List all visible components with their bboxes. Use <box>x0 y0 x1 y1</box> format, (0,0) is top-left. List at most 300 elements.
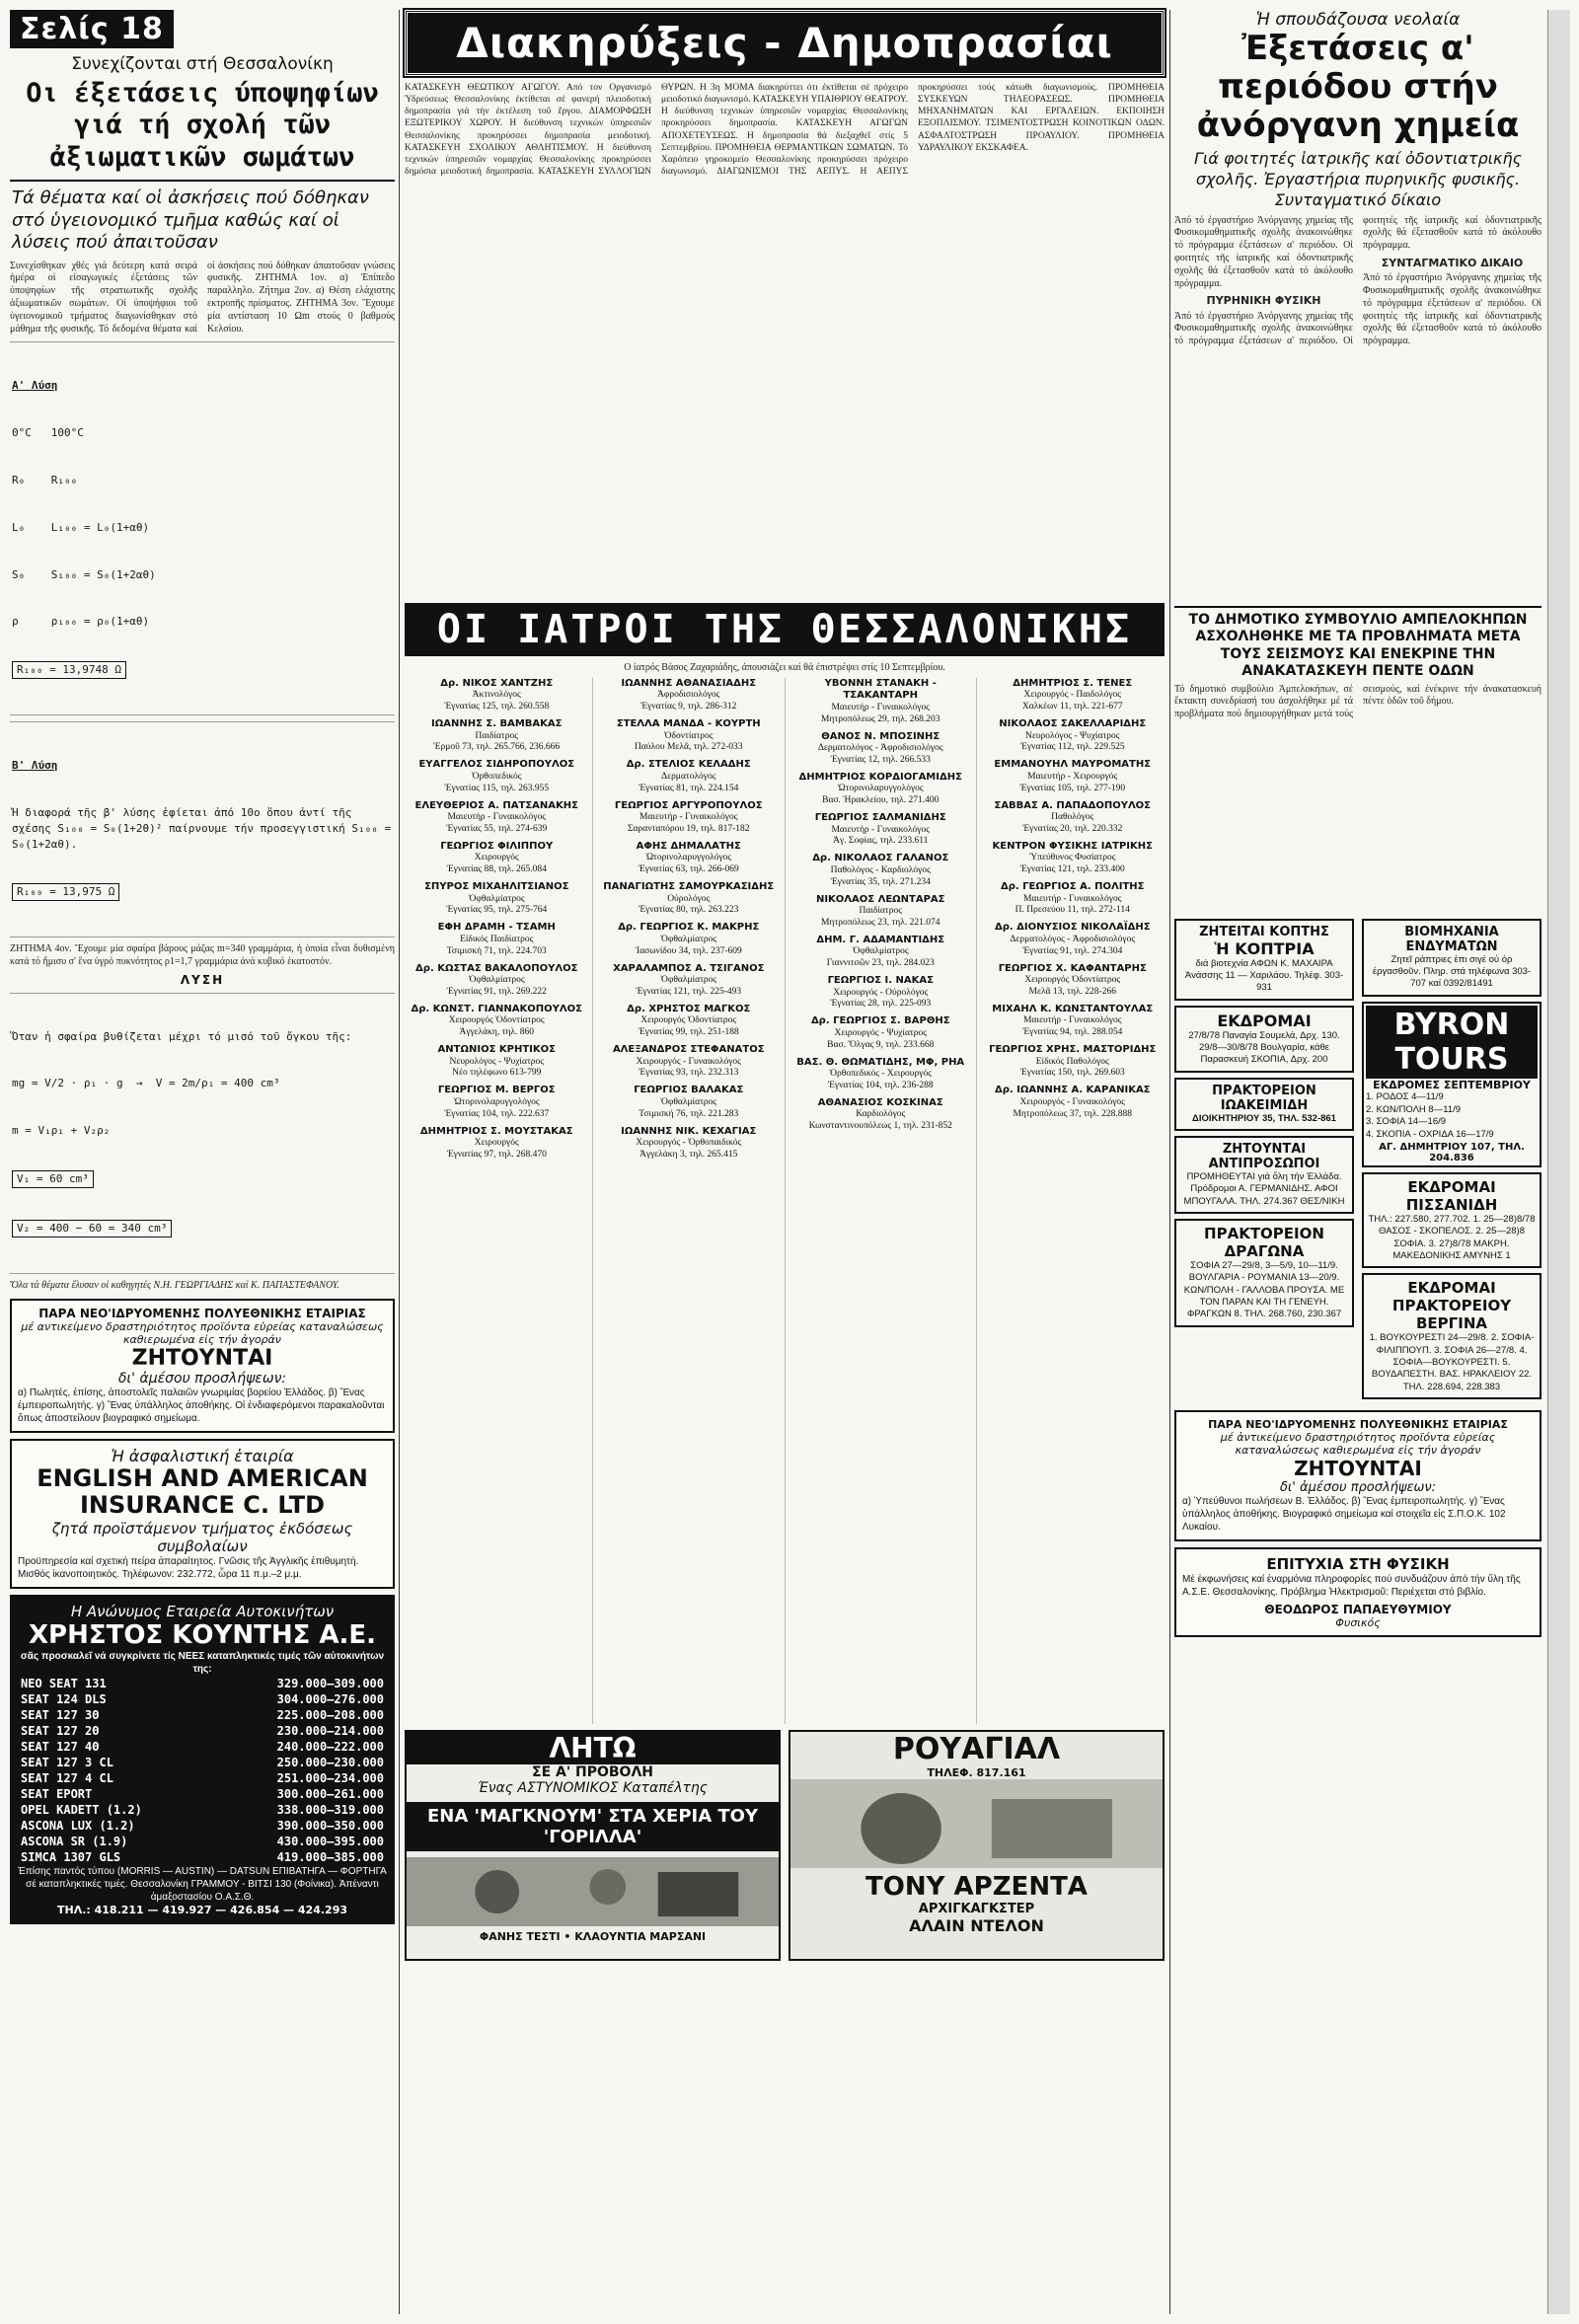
doctor-spec: Ὠτορινολαρυγγολόγος <box>645 853 732 863</box>
doctor-addr: Ἐγνατίας 91, τηλ. 274.304 <box>1022 945 1123 956</box>
doctor-name: ΓΕΩΡΓΙΟΣ ΒΑΛΑΚΑΣ <box>634 1085 744 1096</box>
doctor-listing <box>405 678 589 713</box>
doctor-spec: Μαιευτήρ - Γυναικολόγος <box>831 824 931 835</box>
doctor-name: ΑΘΑΝΑΣΙΟΣ ΚΟΣΚΙΝΑΣ <box>817 1096 943 1108</box>
doctor-listing <box>405 1126 589 1162</box>
doctor-listing <box>789 935 973 970</box>
car-price: 304.000—276.000 <box>276 1691 384 1706</box>
right-headline: Ἐξετάσεις α' περιόδου στήν ἀνόργανη χημεία <box>1196 29 1520 146</box>
doctor-name: ΕΦΗ ΔΡΑΜΗ - ΤΣΑΜΗ <box>437 922 556 934</box>
doctor-listing <box>405 800 589 836</box>
doctor-spec: Ἀκτινολόγος <box>472 690 521 701</box>
doctor-addr: Βασ. Ὄλγας 9, τηλ. 233.668 <box>827 1039 935 1050</box>
adjacent-page-edge <box>1547 10 1570 2314</box>
doctor-name: ΔΗΜΗΤΡΙΟΣ ΚΟΡΔΙΟΓΑΜΙΔΗΣ <box>798 771 962 783</box>
doctor-addr: Κωνσταντινουπόλεως 1, τηλ. 231-852 <box>808 1121 952 1132</box>
car-model: SEAT 127 4Θ <box>21 1739 100 1754</box>
doctor-name: Δρ. ΝΙΚΟΛΑΟΣ ΓΑΛΑΝΟΣ <box>812 853 949 864</box>
doctor-addr: Ἐγνατίας 115, τηλ. 263.955 <box>444 783 550 793</box>
car-model: SEAT EPORT <box>21 1786 93 1801</box>
car-price: 419.000—385.000 <box>276 1849 384 1864</box>
insurance-kicker: Ἡ ἀσφαλιστική ἑταιρία <box>111 1446 294 1465</box>
doctor-name: ΓΕΩΡΓΙΟΣ ΑΡΓΥΡΟΠΟΥΛΟΣ <box>614 799 763 811</box>
doctor-addr: Ἀγγελάκη, τηλ. 860 <box>459 1027 535 1038</box>
doctor-listing <box>597 881 782 917</box>
doctor-spec: Ὀφθαλμίατρος <box>468 975 525 986</box>
ad-pissanidi-body: ΤΗΛ.: 227.580, 277.702. 1. 25—28)8/78 ΘΑΣΟΣ - ΣΚΟΠΕΛΟΣ. 2. 25—28)8 ΣΟΦΙΑ. 3. 27)8/78 ΜΑΚΡΗ. ΜΑΚΕΔΟΝΙΚΗΣ ΑΜΥΝΗΣ 1 <box>1368 1213 1536 1261</box>
doctor-name: ΓΕΩΡΓΙΟΣ ΣΑΛΜΑΝΙΔΗΣ <box>814 812 946 824</box>
doctor-name: ΓΕΩΡΓΙΟΣ Χ. ΚΑΦΑΝΤΑΡΗΣ <box>998 962 1147 974</box>
doctor-spec: Ὀφθαλμίατρος <box>660 1096 717 1107</box>
doctor-name: ΝΙΚΟΛΑΟΣ ΛΕΩΝΤΑΡΑΣ <box>815 893 945 905</box>
doctor-spec: Ὠτορινολαρυγγολόγος <box>453 1096 540 1107</box>
movie-line3: ΕΝΑ 'ΜΑΓΚΝΟΥΜ' ΣΤΑ ΧΕΡΙΑ ΤΟΥ 'ΓΟΡΙΛΛΑ' <box>407 1802 779 1851</box>
ad-ekdromai-body: 27/8/78 Παναγία Σουμελά, Δρχ. 130. 29/8—30/8/78 Βουλγαρία, κάθε Παρασκευή ΣΚΟΠΙΑ, Δρχ. 200 <box>1188 1029 1340 1066</box>
doctor-name: ΚΕΝΤΡΟΝ ΦΥΣΙΚΗΣ ΙΑΤΡΙΚΗΣ <box>992 840 1153 852</box>
solution-b-label: Β' Λύση <box>12 758 58 772</box>
doctor-name: ΕΜΜΑΝΟΥΗΛ ΜΑΥΡΟΜΑΤΗΣ <box>994 759 1152 771</box>
solution-a-result: R₁₀₀ = 13,9748 Ω <box>12 661 126 679</box>
ad-ioakeimidi <box>1174 1078 1354 1131</box>
doctor-name: ΣΤΕΛΛΑ ΜΑΝΔΑ - ΚΟΥΡΤΗ <box>616 718 761 730</box>
ad-kopria-heading: ΖΗΤΕΙΤΑΙ ΚΟΠΤΗΣ <box>1199 924 1329 939</box>
solution-label: ΛΥΣΗ <box>180 972 225 987</box>
doctor-spec: Ὀφθαλμίατρος <box>468 893 525 904</box>
left-intro: Συνεχίσθηκαν χθές γιά δεύτερη κατά σειρά ἡμέρα οἱ εἰσαγωγικές ἐξετάσεις τῶν ὑποψηφίων τῆς στρατιωτικῆς σχολῆς ἀξιωματικῶν σωμάτων. Οἱ ὑποψήφιοι τοῦ ὑγειονομικοῦ τμήματος διαγωνίσθηκαν στό μάθημα τῆς φυσικῆς. Τό δεδομένα θέματα καί οἱ ἀσκήσεις πού δόθηκαν ἀπαιτοῦσαν γνώσεις φυσικῆς. ΖΗΤΗΜΑ 1ον. α) Ἐπίπεδο παραλληλο. Ζήτημα 2ον. α) Θέση ελάχιστης εκτροπῆς πρίσματος. ΖΗΤΗΜΑ 3ον. Ἔχουμε μία αντίσταση 10 Ωm στούς 0 βαθμούς Κελσίου. <box>10 260 395 335</box>
doctor-spec: Χειρουργός - Ψυχίατρος <box>834 1027 927 1038</box>
doctor-name: ΓΕΩΡΓΙΟΣ ΦΙΛΙΠΠΟΥ <box>440 840 554 852</box>
page-number: Σελίς 18 <box>10 10 174 48</box>
column-divider <box>399 10 400 2314</box>
ad-dragona-body: ΣΟΦΙΑ 27—29/8, 3—5/9, 10—11/9. ΒΟΥΛΓΑΡΙΑ - ΡΟΥΜΑΝΙΑ 13—20/9. ΚΩΝ/ΠΟΛΗ - ΓΑΛΛΟΒΑ ΠΡΟΥΣΑ. ΜΕ ΤΟΝ ΠΑΡΑΝ ΚΑΙ ΤΗ ΓΕΝΕΥΗ. ΦΡΑΓΚΩΝ 8. ΤΗΛ. 268.760, 230.367 <box>1183 1260 1345 1320</box>
solution-a-line: L₀ L₁₀₀ = L₀(1+αθ) <box>12 520 150 534</box>
doctor-listing <box>597 1126 782 1162</box>
jobs-ad-subtitle: μέ αντικείμενο δραστηριότητος προϊόντα εὑρείας καταναλώσεως καθιερωμένα εἰς τήν ἀγοράν <box>21 1319 384 1346</box>
column-divider <box>1169 10 1170 2314</box>
movie2-phone: ΤΗΛΕΦ. 817.161 <box>927 1765 1026 1779</box>
ad-clothing <box>1362 919 1541 997</box>
left-kicker: Συνεχίζονται στή Θεσσαλονίκη <box>71 54 334 74</box>
doctor-spec: Καρδιολόγος <box>856 1109 906 1120</box>
jobs-ad-right-subtitle: μέ ἀντικείμενο δραστηριότητος προϊόντα εὑρείας καταναλώσεως καθιερωμένα εἰς τήν ἀγοράν <box>1220 1431 1496 1458</box>
movie-line1: ΣΕ Α' ΠΡΟΒΟΛΗ <box>532 1763 653 1780</box>
ad-clothing-body: Ζητεῖ ράπτριες ἐπι σιγέ οὐ ὁρ ἐργασθοῦν. Πληρ. στά τηλέφωνα 303-707 καί 0392/81491 <box>1372 953 1532 990</box>
doctor-name: ΣΑΒΒΑΣ Α. ΠΑΠΑΔΟΠΟΥΛΟΣ <box>994 799 1152 811</box>
doctor-directory <box>405 678 1165 1724</box>
doctor-spec: Μαιευτήρ - Γυναικολόγος <box>1022 893 1122 904</box>
left-deck: Τά θέματα καί οἱ ἀσκήσεις πού δόθηκαν στό ὑγειονομικό τμῆμα καθώς καί οἱ λύσεις πού ἀπαιτοῦσαν <box>12 187 369 254</box>
byron-list-item: 3. ΣΟΦΙΑ 14—16/9 <box>1366 1116 1447 1128</box>
doctor-name: ΠΑΝΑΓΙΩΤΗΣ ΣΑΜΟΥΡΚΑΣΙΔΗΣ <box>603 881 775 893</box>
doctor-name: ΜΙΧΑΗΛ Κ. ΚΩΝΣΤΑΝΤΟΥΛΑΣ <box>992 1003 1154 1014</box>
doctor-name: ΒΑΣ. Θ. ΘΩΜΑΤΙΔΗΣ, ΜΦ, PHA <box>796 1056 965 1068</box>
movie-ad-leto <box>405 1730 781 1961</box>
doctor-listing <box>405 881 589 917</box>
doctor-listing <box>597 922 782 957</box>
doctor-spec: Παθολόγος <box>1051 812 1094 823</box>
doctor-spec: Μαιευτήρ - Χειρουργός <box>1027 771 1118 782</box>
jobs-ad-right-title: ΠΑΡΑ ΝΕΟ'ΙΔΡΥΟΜΕΝΗΣ ΠΟΛΥΕΘΝΙΚΗΣ ΕΤΑΙΡΙΑΣ <box>1208 1418 1508 1432</box>
doctor-addr: Ἀγ. Σοφίας, τηλ. 233.611 <box>833 836 929 847</box>
doctor-addr: Ἐγνατίας 94, τηλ. 288.054 <box>1022 1027 1123 1038</box>
solution-line: m = V₁ρ₁ + V₂ρ₂ <box>12 1124 111 1138</box>
byron-list-item: 2. ΚΩΝ/ΠΟΛΗ 8—11/9 <box>1366 1103 1461 1115</box>
car-ad <box>10 1595 395 1924</box>
jobs-ad-right <box>1174 1410 1541 1541</box>
doctor-addr: Ἐγνατίας 121, τηλ. 225-493 <box>636 986 742 997</box>
doctor-addr: Τσιμισκή 71, τηλ. 224.703 <box>446 945 547 956</box>
doctor-addr: Ἑρμοῦ 73, τηλ. 265.766, 236.666 <box>433 742 561 753</box>
doctor-name: ΔΗΜΗΤΡΙΟΣ Σ. ΤΕΝΕΣ <box>1013 677 1133 689</box>
movie2-star: ΤΟΝΥ ΑΡΖΕΝΤΑ <box>865 1871 1088 1902</box>
doctor-name: ΔΗΜ. Γ. ΑΔΑΜΑΝΤΙΔΗΣ <box>816 934 945 945</box>
doctor-addr: Ἐγνατίας 20, τηλ. 220.332 <box>1022 823 1123 834</box>
ampelokipoi-body <box>1174 684 1541 911</box>
doctor-spec: Ὀδοντίατρος <box>664 730 714 741</box>
ad-vergina-heading: ΕΚΔΡΟΜΑΙ ΠΡΑΚΤΟΡΕΙΟΥ ΒΕΡΓΙΝΑ <box>1391 1279 1512 1333</box>
doctor-listing <box>789 1097 973 1133</box>
ad-ioakeimidi-heading: ΠΡΑΚΤΟΡΕΙΟΝ ΙΩΑΚΕΙΜΙΔΗ <box>1212 1083 1316 1113</box>
jobs-ad-right-sub2: δι' ἀμέσου προσλήψεων: <box>1279 1480 1437 1496</box>
car-ad-line: σᾶς προσκαλεῖ νά συγκρίνετε τίς ΝΕΕΣ καταπληκτικές τιμές τῶν αὐτοκινήτων της: <box>20 1650 385 1675</box>
car-price: 430.000—395.000 <box>276 1834 384 1848</box>
insurance-name: ENGLISH AND AMERICAN INSURANCE C. LTD <box>37 1463 368 1520</box>
jobs-ad-title: ΠΑΡΑ ΝΕΟ'ΙΔΡΥΟΜΕΝΗΣ ΠΟΛΥΕΘΝΙΚΗΣ ΕΤΑΙΡΙΑΣ <box>38 1306 366 1320</box>
doctor-addr: Ἐγνατίας 12, τηλ. 266.533 <box>830 754 931 765</box>
doctor-spec: Μαιευτήρ - Γυναικολόγος <box>831 702 931 712</box>
ad-pissanidi <box>1362 1172 1541 1268</box>
car-price-row <box>18 1691 387 1707</box>
right-body <box>1174 215 1541 600</box>
movie2-title: ΡΟΥΑΓΙΑΛ <box>892 1731 1061 1766</box>
car-price-row <box>18 1786 387 1802</box>
doctor-addr: Ἐγνατίας 63, τηλ. 266-069 <box>638 864 739 875</box>
doctor-listing <box>789 678 973 726</box>
doctor-spec: Εἰδικός Παιδίατρος <box>460 934 534 944</box>
doctor-addr: Μητροπόλεως 23, τηλ. 221.074 <box>820 917 940 928</box>
car-price-row <box>18 1770 387 1786</box>
doctor-listing <box>981 718 1165 754</box>
solution-a-line: ρ ρ₁₀₀ = ρ₀(1+αθ) <box>12 615 150 629</box>
solution-a-line: 0°C 100°C <box>12 426 84 440</box>
solution-b-text: Ἡ διαφορά τῆς β' λύσης ἐφίεται ἀπό 10ο ὅπου ἀντί τῆς σχέσης S₁₀₀ = S₀(1+2θ)² παίρνουμε τήν προσεγγιστική S₁₀₀ = S₀(1+2αθ). <box>12 805 398 851</box>
doctor-name: ΧΑΡΑΛΑΜΠΟΣ Α. ΤΣΙΓΑΝΟΣ <box>613 962 765 974</box>
doctor-listing <box>789 894 973 930</box>
doctor-spec: Δερματολόγος - Ἀφροδισιολόγος <box>817 743 943 754</box>
right-body-text: Ἀπό τό ἐργαστήριο Ἀνόργανης χημείας τῆς Φυσικομαθηματικῆς σχολῆς ἀνακοινώθηκε τό πρόγραμμα ἐξετάσεων α' περιόδου. Οἱ φοιτητές τῆς ἰατρικῆς καί ὀδοντιατρικῆς σχολῆς θά ἐξετασθοῦν κατά τό ἀκόλουθο πρόγραμμα. <box>1174 214 1541 347</box>
doctor-listing <box>981 922 1165 957</box>
ad-dragona <box>1174 1219 1354 1327</box>
doctor-listing <box>981 1004 1165 1039</box>
doctor-spec: Μαιευτήρ - Γυναικολόγος <box>1022 1015 1122 1026</box>
left-column <box>10 10 398 2314</box>
doctor-listing <box>981 1044 1165 1080</box>
doctor-name: ΘΑΝΟΣ Ν. ΜΠΟΣΙΝΗΣ <box>821 730 940 742</box>
ad-antiproswpoi-body: ΠΡΟΜΗΘΕΥΤΑΙ γιά ὅλη τήν Ἑλλάδα. Πρόδρομοι Α. ΓΕΡΜΑΝΙΔΗΣ. ΑΦΟΙ ΜΠΟΥΓΑΛΑ. ΤΗΛ. 274.367 ΘΕΣ/ΝΙΚΗ <box>1183 1171 1345 1207</box>
doctor-listing <box>981 881 1165 917</box>
physics-ad <box>1174 1547 1541 1637</box>
byron-list-item: 4. ΣΚΟΠΙΑ - ΟΧΡΙΔΑ 16—17/9 <box>1366 1129 1494 1141</box>
doctor-listing <box>789 812 973 848</box>
doctor-addr: Ἰασωνίδου 34, τηλ. 237-609 <box>635 945 742 956</box>
doctor-addr: Βασ. Ἡρακλείου, τηλ. 271.400 <box>822 795 940 806</box>
doctor-name: Δρ. ΣΤΕΛΙΟΣ ΚΕΛΑΔΗΣ <box>626 759 751 771</box>
doctor-spec: Ὀρθοπεδικός - Χειρουργός <box>829 1069 932 1080</box>
ad-clothing-heading: ΒΙΟΜΗΧΑΝΙΑ ΕΝΔΥΜΑΤΩΝ <box>1404 924 1499 954</box>
physics-ad-author-sub: Φυσικός <box>1335 1616 1381 1630</box>
car-price-row <box>18 1802 387 1818</box>
doctor-addr: Μελᾶ 13, τηλ. 228-266 <box>1028 986 1116 997</box>
car-price-row <box>18 1849 387 1865</box>
doctor-spec: Χειρουργός Ὀδοντίατρος <box>448 1015 545 1026</box>
car-price-row <box>18 1755 387 1770</box>
doctor-name: Δρ. ΚΩΣΤΑΣ ΒΑΚΑΛΟΠΟΥΛΟΣ <box>415 962 578 974</box>
doctor-name: ΔΗΜΗΤΡΙΟΣ Σ. ΜΟΥΣΤΑΚΑΣ <box>419 1125 573 1137</box>
movie-line2: Ένας ΑΣΤΥΝΟΜΙΚΟΣ Καταπέλτης <box>477 1779 709 1796</box>
doctor-listing <box>597 1044 782 1080</box>
doctor-addr: Παύλου Μελᾶ, τηλ. 272-033 <box>634 742 743 753</box>
doctor-listing <box>789 1057 973 1092</box>
doctor-name: ΙΩΑΝΝΗΣ ΝΙΚ. ΚΕΧΑΓΙΑΣ <box>621 1125 757 1137</box>
right-kicker: Ἡ σπουδάζουσα νεολαία <box>1255 10 1461 30</box>
doctor-listing <box>597 1004 782 1039</box>
jobs-ad-right-headline: ΖΗΤΟΥΝΤΑΙ <box>1294 1457 1422 1481</box>
insurance-body: Προϋπηρεσία καί σχετική πείρα ἀπαραίτητος. Γνῶσις τῆς Ἀγγλικῆς ἐπιθυμητή. Μισθός ἱκανοποιητικός. Τηλέφωνον: 232.772, ὧρα 11 π.μ.–2 μ.μ. <box>18 1555 359 1580</box>
byron-list-item: 1. ΡΟΔΟΣ 4—11/9 <box>1366 1090 1444 1102</box>
doctor-listing <box>981 1085 1165 1120</box>
ad-vergina <box>1362 1273 1541 1399</box>
solution-a-box <box>10 341 395 715</box>
right-column <box>1174 10 1541 2314</box>
right-body-text: Ἀπό τό ἐργαστήριο Ἀνόργανης χημείας τῆς Φυσικομαθηματικῆς σχολῆς ἀνακοινώθηκε τό πρόγραμμα ἐξετάσεων α' περιόδου. Οἱ φοιτητές τῆς ἰατρικῆς καί ὀδοντιατρικῆς σχολῆς θά ἐξετασθοῦν κατά τό ἀκόλουθο πρόγραμμα. <box>1363 272 1541 347</box>
subhead-constitutional-law: ΣΥΝΤΑΓΜΑΤΙΚΟ ΔΙΚΑΙΟ <box>1381 257 1524 270</box>
solution-a-line: S₀ S₁₀₀ = S₀(1+2αθ) <box>12 567 156 581</box>
car-model: ASCONA LUX (1.2) <box>21 1818 135 1833</box>
doctor-spec: Παθολόγος - Καρδιολόγος <box>830 864 931 875</box>
doctor-listing <box>597 800 782 836</box>
doctor-spec: Χειρουργός - Παιδολόγος <box>1023 690 1122 701</box>
car-model: SEAT 127 3Θ <box>21 1707 100 1722</box>
ad-kopria-body: διά βιοτεχνία ΑΦΩΝ Κ. ΜΑΧΑΙΡΑ Ἀνάσσης 11 — Χαριλάου. Τηλέφ. 303-931 <box>1184 957 1344 994</box>
doctor-addr: Σαρανταπόρου 19, τηλ. 817-182 <box>628 823 750 834</box>
car-model: ASCONA SR (1.9) <box>21 1834 128 1848</box>
doctor-spec: Δερματολόγος <box>660 771 716 782</box>
movie-ads-row <box>405 1730 1165 1961</box>
doctor-name: ΙΩΑΝΝΗΣ ΑΘΑΝΑΣΙΑΔΗΣ <box>621 677 757 689</box>
doctor-listing <box>981 759 1165 794</box>
jobs-ad-headline: ΖΗΤΟΥΝΤΑΙ <box>131 1345 273 1371</box>
car-price-row <box>18 1723 387 1739</box>
solution-line: V₂ = 400 − 60 = 340 cm³ <box>12 1220 172 1237</box>
car-model: SEAT 127 3 CL <box>21 1755 113 1769</box>
doctor-name: ΑΝΤΩΝΙΟΣ ΚΡΗΤΙΚΟΣ <box>437 1044 556 1056</box>
doctor-listing <box>405 718 589 754</box>
doctor-spec: Χειρουργός <box>474 1138 519 1149</box>
doctor-addr: Ἐγνατίας 112, τηλ. 229.525 <box>1019 742 1125 753</box>
car-price-row <box>18 1818 387 1834</box>
doctor-addr: Ἐγνατίας 104, τηλ. 222.637 <box>444 1108 550 1119</box>
car-model: SEAT 127 2Θ <box>21 1723 100 1738</box>
car-price: 338.000—319.000 <box>276 1802 384 1817</box>
solution-b-box <box>10 721 398 937</box>
doctor-listing <box>405 963 589 999</box>
doctor-name: Δρ. ΙΩΑΝΝΗΣ Α. ΚΑΡΑΝΙΚΑΣ <box>994 1085 1151 1096</box>
car-price: 250.000—230.000 <box>276 1755 384 1769</box>
car-model: OPEL KADETT (1.2) <box>21 1802 142 1817</box>
car-price: 329.000—309.000 <box>276 1676 384 1690</box>
doctor-name: ΝΙΚΟΛΑΟΣ ΣΑΚΕΛΛΑΡΙΔΗΣ <box>999 718 1147 730</box>
doctor-listing <box>597 1085 782 1120</box>
doctors-intro: Ο ἰατρός Βάσος Ζαχαριάδης, ἀπουσιάζει καί θά ἐπιστρέψει στίς 10 Σεπτεμβρίου. <box>624 662 945 673</box>
doctor-spec: Χειρουργός - Γυναικολόγος <box>636 1056 741 1067</box>
physics-ad-body: Μέ ἐκφωνήσεις καί ἐναρμόνια πληροφορίες πού συνδυάζουν ἀπό τήν ὕλη τῆς Α.Σ.Ε. Θεσσαλονίκης. Πρόβλημα Ἠλεκτρισμοῦ: Περιέχεται στό βιβλίο. <box>1182 1574 1521 1599</box>
doctor-addr: Ἐγνατίας 105, τηλ. 277-190 <box>1019 783 1126 793</box>
movie2-cast: ΑΛΑΙΝ ΝΤΕΛΟΝ <box>909 1915 1044 1935</box>
right-body-text: Ἀπό τό ἐργαστήριο Ἀνόργανης χημείας τῆς Φυσικομαθηματικῆς σχολῆς ἀνακοινώθηκε τό πρόγραμμα ἐξετάσεων α' περιόδου. Οἱ φοιτητές τῆς ἰατρικῆς καί ὀδοντιατρικῆς σχολῆς θά ἐξετασθοῦν κατά τό ἀκόλουθο πρόγραμμα. <box>1174 214 1353 289</box>
doctor-spec: Ὀφθαλμίατρος <box>852 946 909 957</box>
doctor-name: ΙΩΑΝΝΗΣ Σ. ΒΑΜΒΑΚΑΣ <box>431 718 563 730</box>
doctor-addr: Ἐγνατίας 55, τηλ. 274-639 <box>446 823 548 834</box>
jobs-ad-left <box>10 1299 395 1433</box>
byron-addr: ΑΓ. ΔΗΜΗΤΡΙΟΥ 107, ΤΗΛ. 204.836 <box>1379 1141 1525 1163</box>
doctor-name: ΥΒΟΝΝΗ ΣΤΑΝΑΚΗ - ΤΣΑΚΑΝΤΑΡΗ <box>824 677 937 702</box>
doctor-spec: Χειρουργός - Οὐρολόγος <box>833 987 929 998</box>
doctor-addr: Ἀγγελάκη 3, τηλ. 265.415 <box>639 1149 738 1160</box>
doctor-addr: Ἐγνατίας 81, τηλ. 224.154 <box>639 783 739 793</box>
car-ad-phone: ΤΗΛ.: 418.211 — 419.927 — 426.854 — 424.293 <box>56 1903 347 1916</box>
doctor-spec: Παιδίατρος <box>475 730 518 741</box>
doctor-addr: Ἐγνατίας 9, τηλ. 286-312 <box>640 702 737 712</box>
subhead-nuclear-physics: ΠΥΡΗΝΙΚΗ ΦΥΣΙΚΗ <box>1206 294 1321 308</box>
doctor-listing <box>405 922 589 957</box>
doctor-spec: Εἰδικός Παθολόγος <box>1035 1056 1109 1067</box>
ad-vergina-body: 1. ΒΟΥΚΟΥΡΕΣΤΙ 24—29/8. 2. ΣΟΦΙΑ-ΦΙΛΙΠΠΟΥΠ. 3. ΣΟΦΙΑ 26—27/8. 4. ΣΟΦΙΑ—ΒΟΥΚΟΥΡΕΣΤΙ. 5. ΒΟΥΔΑΠΕΣΤΗ. ΒΑΣ. ΗΡΑΚΛΕΙΟΥ 22. ΤΗΛ. 228.694, 228.383 <box>1369 1332 1535 1392</box>
doctor-addr: Ἐγνατίας 121, τηλ. 233.400 <box>1019 864 1125 875</box>
ad-ekdromai <box>1174 1006 1354 1073</box>
solution-a-line: R₀ R₁₀₀ <box>12 473 78 487</box>
car-price: 225.000—208.000 <box>276 1707 384 1722</box>
car-ad-footer: Ἐπίσης παντός τύπου (MORRIS — AUSTIN) — DATSUN ΕΠΙΒΑΤΗΓΑ — ΦΟΡΤΗΓΑ σέ καταπληκτικές τιμές. Θεσσαλονίκη ΓΡΑΜΜΟΥ - ΒΙΤΣΙ 130 (Φοίνικα). Ἀπέναντι ἀμαξοστασίου Ο.Α.Σ.Θ. <box>18 1865 387 1903</box>
physics-ad-heading: ΕΠΙΤΥΧΙΑ ΣΤΗ ΦΥΣΙΚΗ <box>1266 1555 1450 1574</box>
left-headline: Οι έξετάσεις ύποψηφίων γιά τή σχολή τῶν ἀξιωματικῶν σωμάτων <box>10 78 395 182</box>
doctor-spec: Ὀφθαλμίατρος <box>660 934 717 944</box>
notices-text: ΚΑΤΑΣΚΕΥΗ ΘΕΩΤΙΚΟΥ ΑΓΩΓΟΥ. Από τον Οργανισμό Ύδρεύσεως Θεσσαλονίκης ἐκτίθεται σέ φανερή πλειοδοτική δημοπρασία γιά τήν ἐκτέλεση τοῦ ἔργου. ΔΙΑΜΟΡΦΩΣΗ ΕΞΩΤΕΡΙΚΟΥ ΧΩΡΟΥ. Η διεύθυνση τεχνικών ὑπηρεσιῶν Θεσσαλονίκης προκηρύσσει δημοπρασία μειοδοτική. ΚΑΤΑΣΚΕΥΗ ΣΧΟΛΙΚΟΥ ΑΘΛΗΤΙΣΜΟΥ. Η διεύθυνση τεχνικών ὑπηρεσιῶν νομαρχίας Θεσσαλονίκης προκηρύσσει δημόσια μειοδοτική δημοπρασία. ΚΑΤΑΣΚΕΥΗ ΣΥΛΛΟΓΙΩΝ ΘΥΡΩΝ. Η 3η ΜΟΜΑ διακηρύττει ότι ἐκτίθεται σέ πρόχειρο μειοδοτικό διαγωνισμό. ΚΑΤΑΣΚΕΥΗ ΥΠΑΙΘΡΙΟΥ ΘΕΑΤΡΟΥ. Η διεύθυνση τεχνικών ὑπηρεσιῶν νομαρχίας Θεσσαλονίκης προκηρύσσει δημοπρασία. ΚΑΤΑΣΚΕΥΗ ΑΓΩΓΩΝ ΑΠΟΧΕΤΕΥΣΕΩΣ. Η δημοπρασία θά διεξαχθεῖ στίς 5 Σεπτεμβρίου. ΠΡΟΜΗΘΕΙΑ ΘΕΡΜΑΝΤΙΚΩΝ ΣΩΜΑΤΩΝ. Τό Χαρόπειο γηροκομείο Θεσσαλονίκης προκηρύσσει πρόχειρο διαγωνισμό. ΔΙΑΓΩΝΙΣΜΟΙ ΤΗΣ ΑΕΠΥΣ. Η ΑΕΠΥΣ προκηρύσσει τούς κάτωθι διαγωνισμούς. ΠΡΟΜΗΘΕΙΑ ΣΥΣΚΕΥΩΝ ΤΗΛΕΟΡΑΣΕΩΣ. ΠΡΟΜΗΘΕΙΑ ΜΗΧΑΝΗΜΑΤΩΝ ΚΑΙ ΕΡΓΑΛΕΙΩΝ. ΕΚΠΟΙΗΣΗ ΕΞΟΠΛΙΣΜΟΥ. ΤΣΙΜΕΝΤΟΣΤΡΩΣΗ ΚΟΙΝΟΤΙΚΩΝ ΟΔΩΝ. ΑΣΦΑΛΤΟΣΤΡΩΣΗ ΠΡΟΑΥΛΙΟΥ. ΠΡΟΜΗΘΕΙΑ ΥΔΡΑΥΛΙΚΟΥ ΕΚΣΚΑΦΕΑ. <box>405 83 1165 178</box>
solution-line: V₁ = 60 cm³ <box>12 1170 94 1188</box>
doctor-listing <box>597 963 782 999</box>
doctor-listing <box>405 759 589 794</box>
car-model: SEAT 124 DLS <box>21 1691 107 1706</box>
doctor-name: Δρ. ΓΕΩΡΓΙΟΣ Α. ΠΟΛΙΤΗΣ <box>1001 881 1145 893</box>
car-price: 300.000—261.000 <box>276 1786 384 1801</box>
ad-ioakeimidi-body: ΔΙΟΙΚΗΤΗΡΙΟΥ 35, ΤΗΛ. 532-861 <box>1192 1112 1336 1124</box>
doctor-listing <box>981 963 1165 999</box>
doctor-spec: Ὑπεύθυνος Φυσίατρος <box>1029 853 1116 863</box>
ad-antiproswpoi-heading: ΖΗΤΟΥΝΤΑΙ ΑΝΤΙΠΡΟΣΩΠΟΙ <box>1208 1142 1320 1172</box>
doctor-spec: Ὀφθαλμίατρος <box>660 975 717 986</box>
doctor-addr: Ἐγνατίας 104, τηλ. 236-288 <box>827 1080 934 1090</box>
doctor-addr: Μητροπόλεως 37, τηλ. 228.888 <box>1013 1108 1133 1119</box>
doctor-listing <box>789 853 973 888</box>
ad-kopria-name: Ἡ ΚΟΠΤΡΙΑ <box>1214 938 1315 958</box>
ampelokipoi-headline: ΤΟ ΔΗΜΟΤΙΚΟ ΣΥΜΒΟΥΛΙΟ ΑΜΠΕΛΟΚΗΠΩΝ ΑΣΧΟΛΗΘΗΚΕ ΜΕ ΤΑ ΠΡΟΒΛΗΜΑΤΑ ΜΕΤΑ ΤΟΥΣ ΣΕΙΣΜΟΥΣ ΚΑΙ ΕΝΕΚΡΙΝΕ ΤΗΝ ΑΝΑΚΑΤΑΣΚΕΥΗ ΠΕΝΤΕ ΟΔΩΝ <box>1174 606 1541 681</box>
solution-line: Ὅταν ἡ σφαίρα βυθίζεται μέχρι τό μισό τοῦ ὄγκου τῆς: <box>12 1029 352 1043</box>
doctor-listing <box>405 1085 589 1120</box>
movie-cast: ΦΑΝΗΣ ΤΕΣΤΙ • ΚΛΑΟΥΝΤΙΑ ΜΑΡΣΑΝΙ <box>479 1929 707 1943</box>
car-model: SIMCA 1307 GLS <box>21 1849 121 1864</box>
doctor-name: ΑΛΕΞΑΝΔΡΟΣ ΣΤΕΦΑΝΑΤΟΣ <box>612 1044 765 1056</box>
right-deck: Γιά φοιτητές ἰατρικῆς καί ὀδοντιατρικῆς σχολῆς. Ἐργαστήρια πυρηνικῆς φυσικῆς. Συνταγματικό δίκαιο <box>1194 149 1522 209</box>
doctor-spec: Χειρουργός <box>474 853 519 863</box>
car-price: 230.000—214.000 <box>276 1723 384 1738</box>
byron-list <box>1366 1091 1538 1142</box>
ad-dragona-heading: ΠΡΑΚΤΟΡΕΙΟΝ ΔΡΑΓΩΝΑ <box>1204 1225 1324 1261</box>
doctor-addr: Ἐγνατίας 28, τηλ. 225-093 <box>830 999 932 1010</box>
classifieds-row <box>1174 914 1541 1404</box>
doctor-name: Δρ. ΔΙΟΝΥΣΙΟΣ ΝΙΚΟΛΑΪΔΗΣ <box>994 922 1151 934</box>
doctor-listing <box>597 718 782 754</box>
solution-line: mg = V/2 · ρ₁ · g → V = 2m/ρ₁ = 400 cm³ <box>12 1077 280 1090</box>
movie2-line: ΑΡΧΙΓΚΑΓΚΣΤΕΡ <box>918 1901 1035 1916</box>
doctor-spec: Ὀρθοπεδικός <box>472 771 522 782</box>
movie2-still-image <box>790 1779 1163 1868</box>
problem-4-text: ΖΗΤΗΜΑ 4ον. Ἔχουμε μία σφαίρα βάρους μάζας m=340 γραμμάρια, ἡ ὁποία εἶναι δυθισμένη κατά τό ἥμισυ σ' ἕνα ὑγρό πυκνότητος ρ1=1,7 γραμμάρια ἀνά κυβικό ἑκατοστόν. <box>10 943 395 967</box>
doctor-addr: Ἐγνατίας 150, τηλ. 269.603 <box>1019 1068 1125 1079</box>
movie-still-image <box>407 1857 779 1926</box>
doctor-listing <box>981 800 1165 836</box>
solution-a-label: Α' Λύση <box>12 379 58 393</box>
doctor-spec: Χειρουργός Ὀδοντίατρος <box>640 1015 737 1026</box>
doctor-addr: Νέο τηλέφωνο 613-799 <box>452 1068 542 1079</box>
ad-kopria <box>1174 919 1354 1001</box>
doctor-listing <box>405 1044 589 1080</box>
movie-title: ΛΗΤΩ <box>407 1732 779 1764</box>
doctor-spec: Μαιευτήρ - Γυναικολόγος <box>639 812 738 823</box>
doctor-addr: Ἐγνατίας 125, τηλ. 260.558 <box>444 702 550 712</box>
doctor-addr: Μητροπόλεως 29, τηλ. 268.203 <box>820 713 940 724</box>
doctor-name: Δρ. ΚΩΝΣΤ. ΓΙΑΝΝΑΚΟΠΟΥΛΟΣ <box>411 1003 582 1014</box>
doctor-name: ΓΕΩΡΓΙΟΣ ΧΡΗΣ. ΜΑΣΤΟΡΙΔΗΣ <box>989 1044 1157 1056</box>
car-price-row <box>18 1676 387 1691</box>
doctor-listing <box>789 772 973 807</box>
doctor-addr: Ἐγνατίας 80, τηλ. 263.223 <box>639 905 739 916</box>
doctors-banner: ΟΙ ΙΑΤΡΟΙ ΤΗΣ ΘΕΣΣΑΛΟΝΙΚΗΣ <box>405 603 1165 656</box>
doctor-listing <box>597 678 782 713</box>
doctor-name: Δρ. ΝΙΚΟΣ ΧΑΝΤΖΗΣ <box>440 677 554 689</box>
doctor-spec: Ὠτορινολαρυγγολόγος <box>837 784 924 794</box>
byron-title: BYRON TOURS <box>1366 1006 1538 1079</box>
solution-box <box>10 993 395 1274</box>
ad-byron-tours <box>1362 1002 1541 1167</box>
doctor-addr: Ἐγνατίας 97, τηλ. 268.470 <box>446 1149 547 1160</box>
jobs-ad-body: α) Πωλητές, ἐπίσης, ἀποστολεῖς παλαιῶν γνωριμίας βορείου Ἑλλάδος. β) Ἕνας ἐμπειροπωλητής. γ) Ἕνας ὑπάλληλος ἀποθήκης. Οἱ ἐνδιαφερόμενοι παρακαλοῦνται ὅπως ἀποστείλουν βιογραφικό σημείωμα. <box>18 1387 385 1424</box>
byron-sub: ΕΚΔΡΟΜΕΣ ΣΕΠΤΕΜΒΡΙΟΥ <box>1373 1078 1531 1091</box>
doctor-spec: Παιδίατρος <box>859 906 902 917</box>
doctor-spec: Ἀφροδισιολόγος <box>657 690 720 701</box>
doctor-addr: Χαλκέων 11, τηλ. 221-677 <box>1021 702 1123 712</box>
doctor-name: ΣΠΥΡΟΣ ΜΙΧΑΗΛΙΤΣΙΑΝΟΣ <box>424 881 569 893</box>
doctor-spec: Νευρολόγος - Ψυχίατρος <box>1024 730 1120 741</box>
doctor-spec: Μαιευτήρ - Γυναικολόγος <box>447 812 547 823</box>
doctor-name: Δρ. ΧΡΗΣΤΟΣ ΜΑΓΚΟΣ <box>627 1003 751 1014</box>
doctor-addr: Γιαννιτσῶν 23, τηλ. 284.023 <box>826 958 935 969</box>
solution-footnote: Ὅλα τά θέματα ἔλυσαν οἱ καθηγητές Ν.Η. ΓΕΩΡΓΙΑΔΗΣ καί Κ. ΠΑΠΑΣΤΕΦΑΝΟΥ. <box>10 1279 339 1291</box>
doctor-addr: Ἐγνατίας 99, τηλ. 251-188 <box>638 1027 739 1038</box>
car-price-row <box>18 1707 387 1723</box>
doctor-addr: Ἐγνατίας 91, τηλ. 269.222 <box>446 986 547 997</box>
doctor-addr: Ἐγνατίας 35, τηλ. 271.234 <box>830 876 931 887</box>
physics-ad-author: ΘΕΟΔΩΡΟΣ ΠΑΠΑΕΥΘΥΜΙΟΥ <box>1264 1603 1452 1617</box>
ad-antiproswpoi <box>1174 1136 1354 1214</box>
